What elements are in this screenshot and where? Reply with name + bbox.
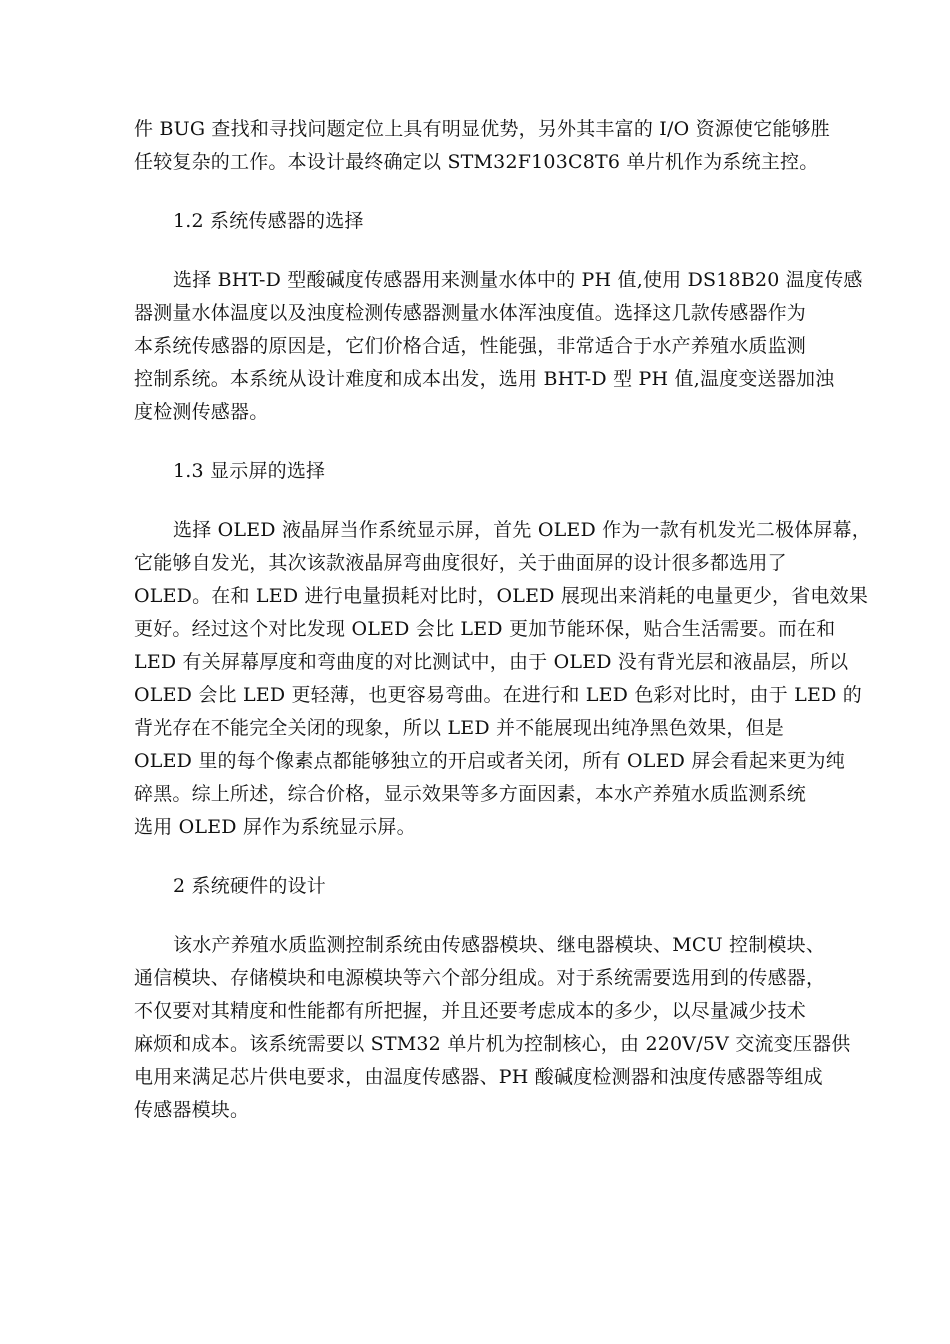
text-line: 不仅要对其精度和性能都有所把握，并且还要考虑成本的多少，以尽量减少技术 bbox=[134, 1000, 807, 1022]
text-line: 传感器模块。 bbox=[134, 1099, 250, 1121]
text-line: 它能够自发光，其次该款液晶屏弯曲度很好，关于曲面屏的设计很多都选用了 bbox=[134, 552, 787, 574]
text-line: 通信模块、存储模块和电源模块等六个部分组成。对于系统需要选用到的传感器， bbox=[134, 967, 826, 989]
text-line: LED 有关屏幕厚度和弯曲度的对比测试中，由于 OLED 没有背光层和液晶层，所以 bbox=[134, 651, 849, 673]
text-line: OLED 里的每个像素点都能够独立的开启或者关闭，所有 OLED 屏会看起来更为纯 bbox=[134, 750, 845, 772]
text-line: 选择 OLED 液晶屏当作系统显示屏，首先 OLED 作为一款有机发光二极体屏幕， bbox=[173, 519, 871, 541]
text-line: 麻烦和成本。该系统需要以 STM32 单片机为控制核心，由 220V/5V 交流变压器供 bbox=[134, 1033, 851, 1055]
text-line: 背光存在不能完全关闭的现象，所以 LED 并不能展现出纯净黑色效果，但是 bbox=[134, 717, 785, 739]
text-line: 碎黑。综上所述，综合价格，显示效果等多方面因素，本水产养殖水质监测系统 bbox=[134, 783, 807, 805]
text-line: 选用 OLED 屏作为系统显示屏。 bbox=[134, 816, 416, 838]
section-heading-1-3: 1.3 显示屏的选择 bbox=[173, 460, 326, 482]
text-line: 本系统传感器的原因是，它们价格合适，性能强，非常适合于水产养殖水质监测 bbox=[134, 335, 807, 357]
section-heading-2: 2 系统硬件的设计 bbox=[173, 875, 326, 897]
text-line: OLED。在和 LED 进行电量损耗对比时，OLED 展现出来消耗的电量更少，省电效果 bbox=[134, 585, 869, 607]
text-line: 更好。经过这个对比发现 OLED 会比 LED 更加节能环保，贴合生活需要。而在和 bbox=[134, 618, 836, 640]
text-line: 度检测传感器。 bbox=[134, 401, 269, 423]
text-line: 件 BUG 查找和寻找问题定位上具有明显优势，另外其丰富的 I/O 资源使它能够胜 bbox=[134, 118, 830, 140]
text-line: 电用来满足芯片供电要求，由温度传感器、PH 酸碱度检测器和浊度传感器等组成 bbox=[134, 1066, 823, 1088]
text-line: 该水产养殖水质监测控制系统由传感器模块、继电器模块、MCU 控制模块、 bbox=[173, 934, 826, 956]
text-line: 器测量水体温度以及浊度检测传感器测量水体浑浊度值。选择这几款传感器作为 bbox=[134, 302, 807, 324]
text-line: 选择 BHT-D 型酸碱度传感器用来测量水体中的 PH 值,使用 DS18B20 温度传感 bbox=[173, 269, 863, 291]
text-line: OLED 会比 LED 更轻薄，也更容易弯曲。在进行和 LED 色彩对比时，由于 LED 的 bbox=[134, 684, 862, 706]
text-line: 任较复杂的工作。本设计最终确定以 STM32F103C8T6 单片机作为系统主控。 bbox=[134, 151, 819, 173]
section-heading-1-2: 1.2 系统传感器的选择 bbox=[173, 210, 364, 232]
text-line: 控制系统。本系统从设计难度和成本出发，选用 BHT-D 型 PH 值,温度变送器加浊 bbox=[134, 368, 835, 390]
